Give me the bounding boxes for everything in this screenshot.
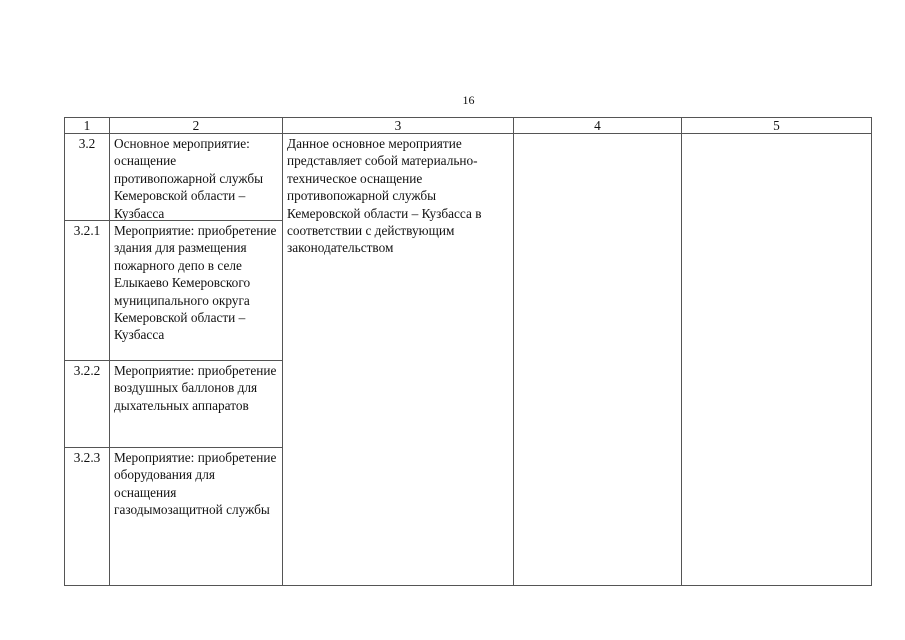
row-number: 3.2.1 (64, 220, 110, 361)
row-number: 3.2.3 (64, 447, 110, 586)
row-number: 3.2.2 (64, 360, 110, 448)
row-number: 3.2 (64, 133, 110, 221)
description-cell: Данное основное мероприятие представляет собой материально-техническое оснащение противопожарной службы Кемеровской области – Кузбасса в соответствии с действующим законодательством (282, 133, 514, 586)
row-name: Мероприятие: приобретение здания для размещения пожарного депо в селе Елыкаево Кемеровского муниципального округа Кемеровской области – Кузбасса (109, 220, 283, 361)
row-name: Мероприятие: приобретение оборудования для оснащения газодымозащитной службы (109, 447, 283, 586)
header-col-4: 4 (513, 117, 682, 134)
header-col-3: 3 (282, 117, 514, 134)
row-name: Основное мероприятие: оснащение противопожарной службы Кемеровской области – Кузбасса (109, 133, 283, 221)
page-number: 16 (462, 93, 475, 107)
empty-cell-col-5 (681, 133, 872, 586)
header-col-1: 1 (64, 117, 110, 134)
row-name: Мероприятие: приобретение воздушных баллонов для дыхательных аппаратов (109, 360, 283, 448)
header-col-5: 5 (681, 117, 872, 134)
header-col-2: 2 (109, 117, 283, 134)
empty-cell-col-4 (513, 133, 682, 586)
